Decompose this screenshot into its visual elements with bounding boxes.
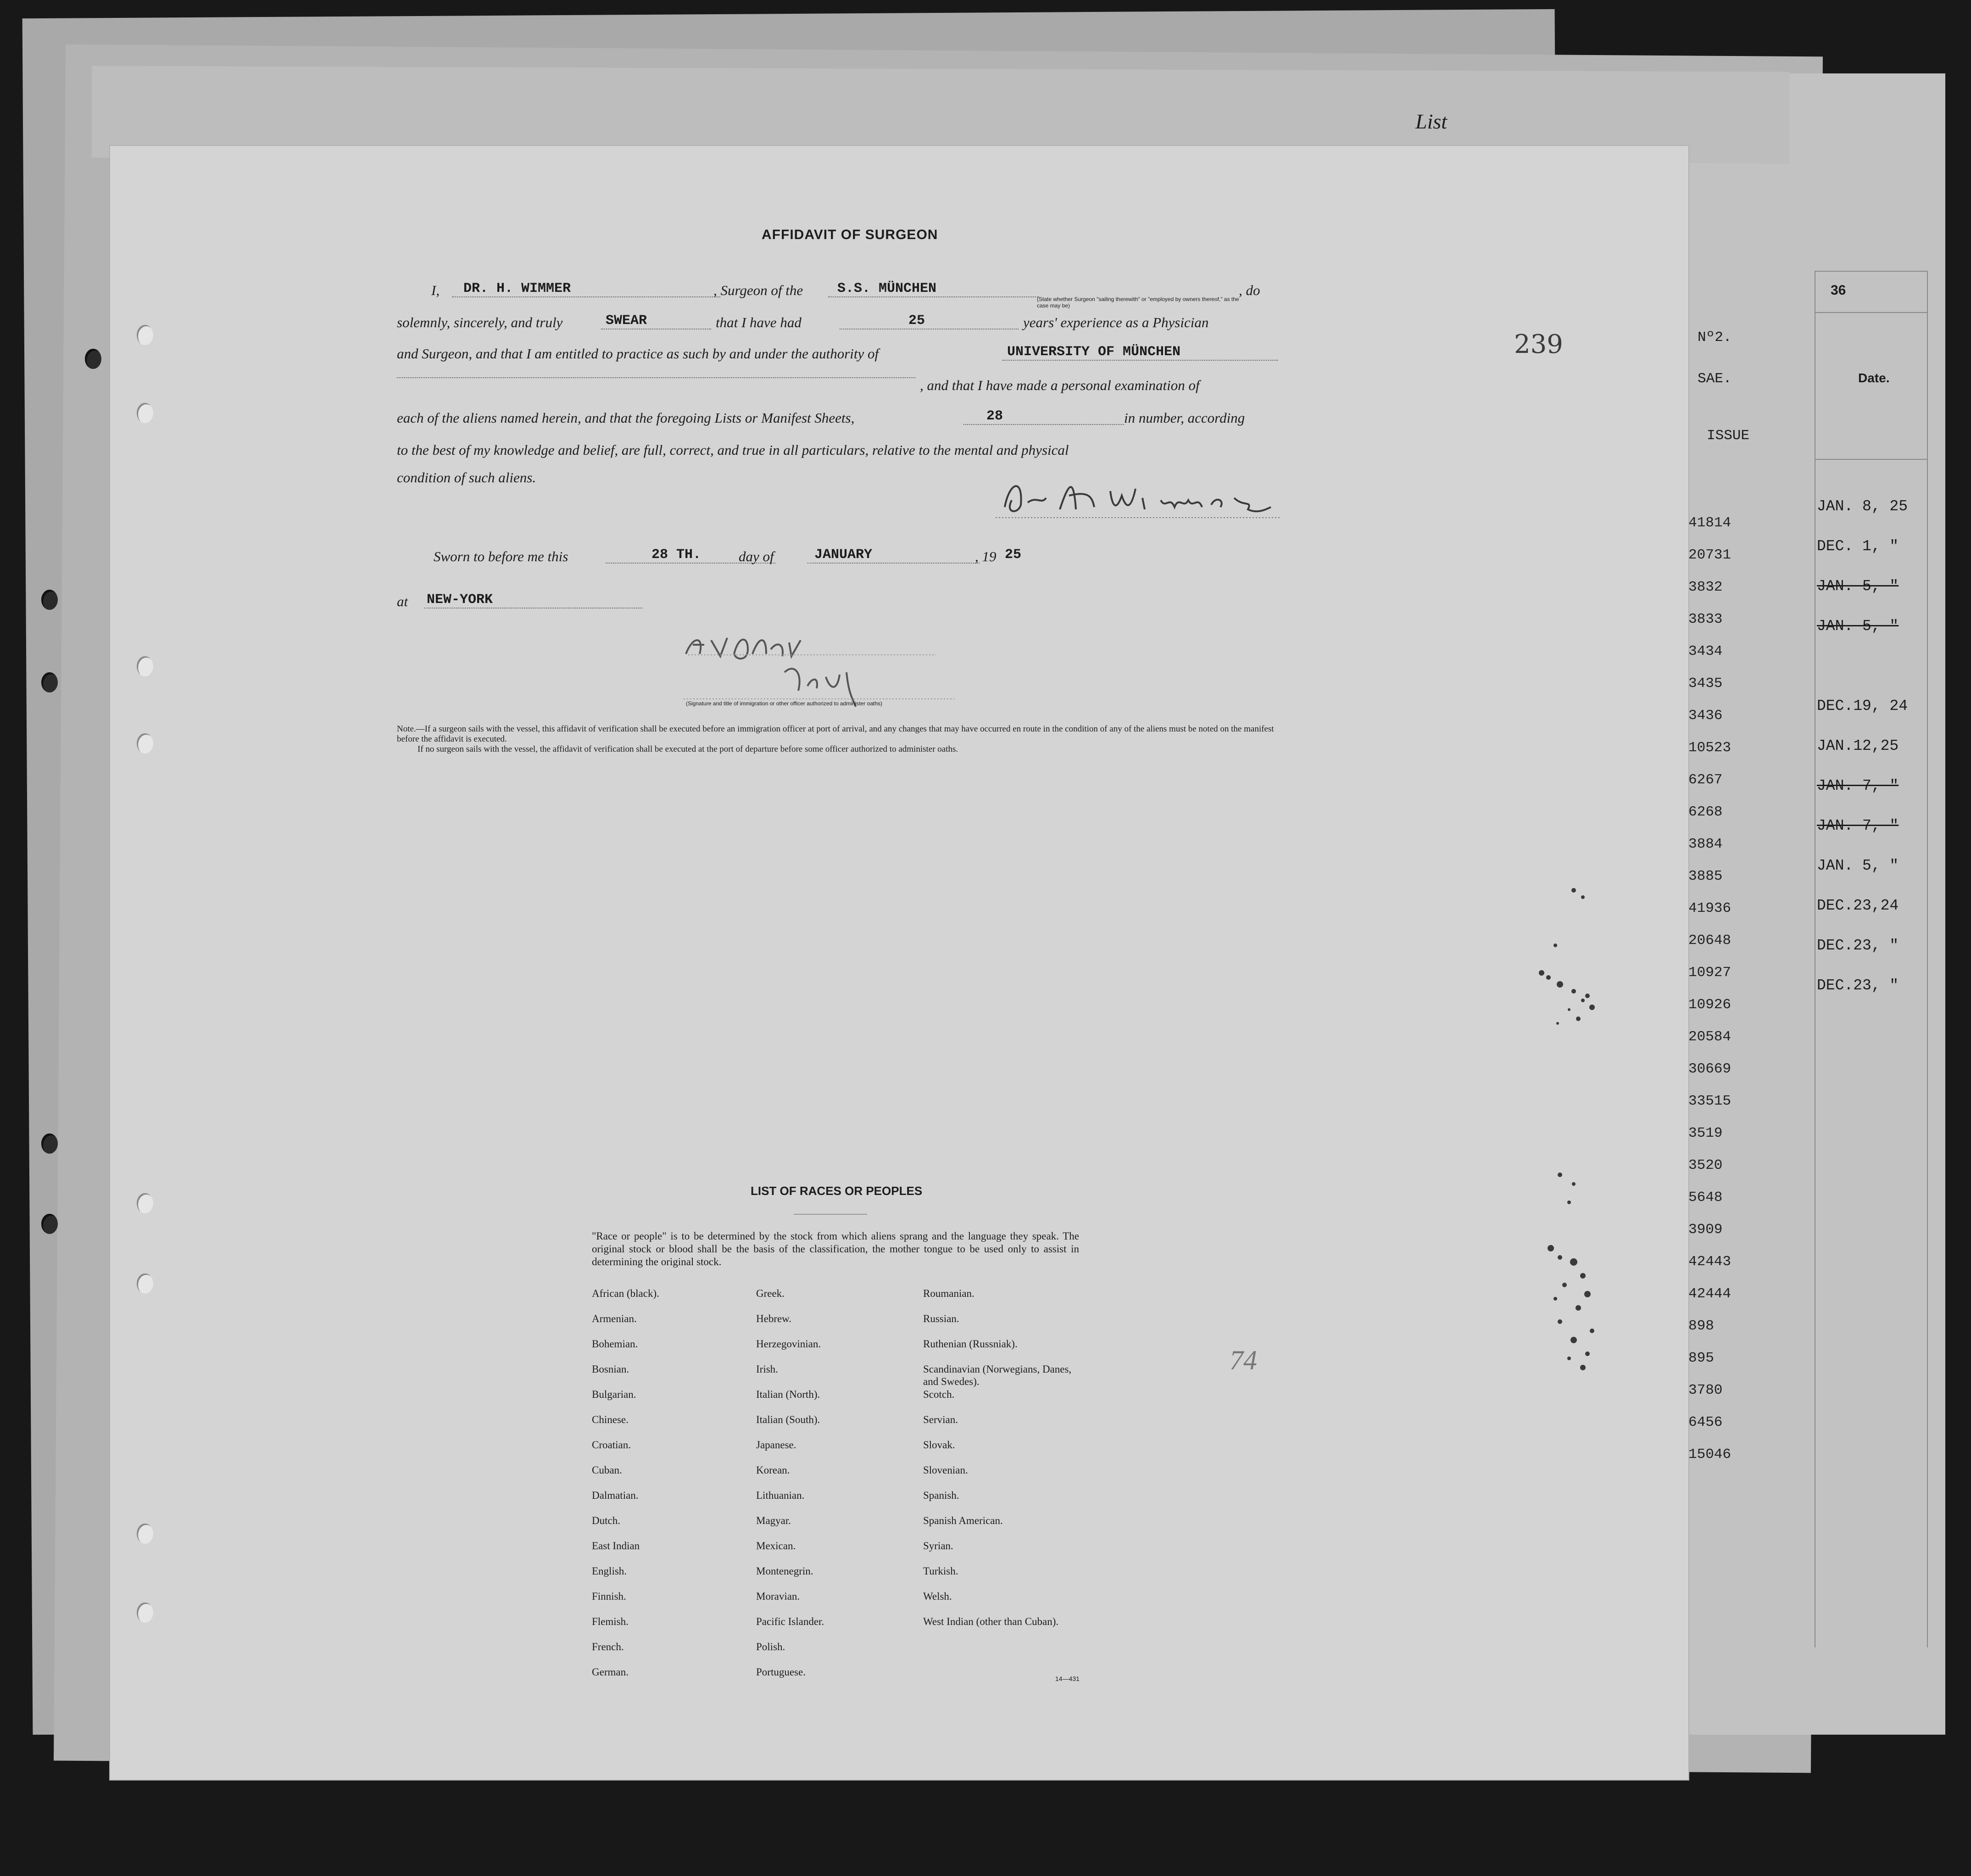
- races-title: LIST OF RACES OR PEOPLES: [751, 1184, 923, 1198]
- issue-date: DEC.23,24: [1817, 897, 1899, 914]
- passport-fragment: 3436: [1688, 708, 1723, 724]
- race-item: East Indian: [592, 1540, 640, 1552]
- race-item: Armenian.: [592, 1313, 637, 1324]
- races-intro: "Race or people" is to be determined by the stock from which aliens sprang and the language they speak. The original stock or blood shall be the basis of the classification, the mother tongue to be used only to assist in determining the original stock.: [592, 1230, 1079, 1267]
- fragment-header: SAE.: [1698, 371, 1732, 387]
- note-paragraph: Note.—If a surgeon sails with the vessel, this affidavit of verification shall be executed before an immigration officer at port of arrival, and any changes that may have occurred en route in the condition of any of the aliens must be noted on the manifest before the affidavit is executed.: [397, 724, 1274, 744]
- surgeon-signature: [996, 463, 1280, 523]
- affidavit-title: AFFIDAVIT OF SURGEON: [762, 227, 938, 242]
- issue-date: DEC. 1, ": [1817, 538, 1899, 555]
- issue-date: DEC.23, ": [1817, 977, 1899, 994]
- punch-hole: [137, 1273, 153, 1294]
- passport-fragment: 3780: [1688, 1382, 1723, 1398]
- race-item: Spanish.: [923, 1490, 959, 1501]
- affidavit-text: day of: [739, 548, 774, 564]
- passport-fragment: 3833: [1688, 611, 1723, 627]
- affidavit-text: in number, according: [1124, 410, 1245, 426]
- race-item: Slovenian.: [923, 1464, 968, 1476]
- passport-fragment: 15046: [1688, 1446, 1732, 1463]
- race-item: Herzegovinian.: [756, 1338, 821, 1350]
- race-item: Spanish American.: [923, 1515, 1003, 1526]
- race-item: Dalmatian.: [592, 1490, 639, 1501]
- punch-hole: [85, 349, 101, 369]
- affidavit-text: , 19: [975, 548, 997, 564]
- page-stamp: 239: [1514, 329, 1563, 359]
- race-item: Finnish.: [592, 1591, 626, 1602]
- race-item: Portuguese.: [756, 1666, 806, 1678]
- oath-type: SWEAR: [601, 313, 711, 329]
- passport-number-fragments: [1688, 507, 1731, 1471]
- passport-fragment: 42444: [1688, 1286, 1732, 1302]
- passport-fragment: 30669: [1688, 1061, 1732, 1077]
- races-column: [592, 1287, 739, 1691]
- passport-fragment: 898: [1688, 1318, 1714, 1334]
- punch-hole: [41, 590, 58, 610]
- passport-fragment: 3435: [1688, 676, 1723, 692]
- passport-fragment: 41814: [1688, 515, 1732, 531]
- vessel-note: (State whether Surgeon "sailing therewith" or "employed by owners thereof," as the case may be): [1037, 296, 1239, 309]
- issue-date: DEC.23, ": [1817, 937, 1899, 954]
- passport-fragment: 3434: [1688, 643, 1723, 659]
- sworn-month: JANUARY: [807, 547, 980, 564]
- fragment-header: Nº2.: [1698, 329, 1732, 346]
- race-item: Montenegrin.: [756, 1565, 813, 1577]
- race-item: Italian (North).: [756, 1389, 820, 1400]
- authority-continuation: [397, 377, 915, 378]
- race-item: Hebrew.: [756, 1313, 792, 1324]
- list-label: List: [1415, 110, 1448, 133]
- issue-date: [1817, 646, 1908, 686]
- passport-fragment: 6267: [1688, 772, 1723, 788]
- race-item: Bohemian.: [592, 1338, 638, 1350]
- form-number: 14—431: [1055, 1675, 1080, 1682]
- race-item: Bosnian.: [592, 1363, 629, 1375]
- passport-fragment: 3884: [1688, 836, 1723, 852]
- race-item: German.: [592, 1666, 629, 1678]
- issue-date-list: [1817, 486, 1908, 1005]
- races-column: [756, 1287, 903, 1691]
- affidavit-text: , Surgeon of the: [713, 282, 803, 298]
- passport-fragment: 6268: [1688, 804, 1723, 820]
- passport-fragment: 42443: [1688, 1254, 1732, 1270]
- passport-fragment: 5648: [1688, 1189, 1723, 1206]
- ink-stains: [1514, 881, 1638, 1409]
- surgeon-name: DR. H. WIMMER: [452, 281, 720, 297]
- column-rule: [1815, 271, 1927, 272]
- passport-fragment: 41936: [1688, 900, 1732, 916]
- passport-fragment: 3909: [1688, 1222, 1723, 1238]
- race-item: Lithuanian.: [756, 1490, 805, 1501]
- passport-fragment: 33515: [1688, 1093, 1732, 1109]
- column-rule: [1815, 459, 1927, 460]
- authority: UNIVERSITY OF MÜNCHEN: [1002, 344, 1278, 361]
- affidavit-text: condition of such aliens.: [397, 469, 536, 486]
- issue-date: JAN. 5, ": [1817, 857, 1899, 874]
- affidavit-text: years' experience as a Physician: [1023, 314, 1209, 330]
- column-rule: [1927, 271, 1928, 1647]
- passport-fragment: 10926: [1688, 997, 1732, 1013]
- divider: [794, 1214, 867, 1215]
- passport-fragment: 3885: [1688, 868, 1723, 884]
- vessel-name: S.S. MÜNCHEN: [828, 281, 1039, 297]
- issue-date: JAN. 8, 25: [1817, 498, 1908, 515]
- punch-hole: [137, 1193, 153, 1213]
- races-column: [923, 1287, 1079, 1641]
- race-item: Slovak.: [923, 1439, 955, 1451]
- race-item: Welsh.: [923, 1591, 952, 1602]
- race-item: Polish.: [756, 1641, 785, 1653]
- passport-fragment: 3832: [1688, 579, 1723, 595]
- race-item: Scandinavian (Norwegians, Danes, and Swedes).: [923, 1363, 1072, 1387]
- race-item: West Indian (other than Cuban).: [923, 1616, 1059, 1627]
- affidavit-text: each of the aliens named herein, and that the foregoing Lists or Manifest Sheets,: [397, 410, 855, 426]
- race-item: Moravian.: [756, 1591, 800, 1602]
- affidavit-text: that I have had: [716, 314, 802, 330]
- punch-hole: [137, 325, 153, 345]
- race-item: French.: [592, 1641, 624, 1653]
- affidavit-note: [397, 724, 1278, 754]
- race-item: Pacific Islander.: [756, 1616, 824, 1627]
- race-item: African (black).: [592, 1288, 659, 1299]
- affidavit-text: to the best of my knowledge and belief, are full, correct, and true in all particulars, relative to the mental and physical: [397, 442, 1069, 458]
- punch-hole: [137, 403, 153, 423]
- passport-fragment: 10927: [1688, 965, 1732, 981]
- race-item: Ruthenian (Russniak).: [923, 1338, 1018, 1350]
- race-item: Magyar.: [756, 1515, 791, 1526]
- punch-hole: [137, 733, 153, 754]
- passport-fragment: 20731: [1688, 547, 1732, 563]
- race-item: Japanese.: [756, 1439, 796, 1451]
- years-experience: 25: [840, 313, 1019, 329]
- race-item: Chinese.: [592, 1414, 629, 1425]
- punch-hole: [41, 1214, 58, 1234]
- affidavit-text: , and that I have made a personal examination of: [920, 377, 1200, 393]
- race-item: Bulgarian.: [592, 1389, 636, 1400]
- passport-fragment: 895: [1688, 1350, 1714, 1366]
- affidavit-text: and Surgeon, and that I am entitled to practice as such by and under the authority of: [397, 346, 879, 362]
- punch-hole: [41, 1133, 58, 1154]
- race-item: Roumanian.: [923, 1288, 974, 1299]
- race-item: Mexican.: [756, 1540, 796, 1552]
- sworn-year: 25: [1005, 547, 1022, 563]
- fragment-header: ISSUE: [1707, 428, 1750, 444]
- issue-date: JAN.12,25: [1817, 737, 1899, 754]
- race-item: Scotch.: [923, 1389, 955, 1400]
- race-item: Turkish.: [923, 1565, 958, 1577]
- passport-fragment: 6456: [1688, 1414, 1723, 1430]
- issue-date: JAN. 7, ": [1817, 817, 1899, 834]
- race-item: Russian.: [923, 1313, 959, 1324]
- race-item: Croatian.: [592, 1439, 631, 1451]
- date-column-header: Date.: [1858, 371, 1890, 385]
- issue-date: JAN. 7, ": [1817, 777, 1899, 794]
- race-item: Korean.: [756, 1464, 790, 1476]
- column-number: 36: [1831, 283, 1846, 298]
- sheet-count: 28: [963, 408, 1124, 425]
- passport-fragment: 10523: [1688, 740, 1732, 756]
- officer-signature: [679, 622, 973, 714]
- margin-mark: 74: [1230, 1345, 1257, 1375]
- issue-date: JAN. 5, ": [1817, 578, 1899, 595]
- passport-fragment: 3520: [1688, 1157, 1723, 1173]
- sworn-day: 28 TH.: [606, 547, 775, 564]
- passport-fragment: 3519: [1688, 1125, 1723, 1141]
- race-item: Irish.: [756, 1363, 778, 1375]
- race-item: English.: [592, 1565, 627, 1577]
- race-item: Flemish.: [592, 1616, 629, 1627]
- race-item: Servian.: [923, 1414, 958, 1425]
- place: NEW-YORK: [424, 592, 642, 609]
- punch-hole: [41, 672, 58, 692]
- punch-hole: [137, 1602, 153, 1623]
- passport-fragment: 20648: [1688, 932, 1732, 949]
- column-rule: [1815, 312, 1927, 313]
- affidavit-text: solemnly, sincerely, and truly: [397, 314, 563, 330]
- race-item: Cuban.: [592, 1464, 622, 1476]
- issue-date: DEC.19, 24: [1817, 698, 1908, 715]
- affidavit-text: Sworn to before me this: [434, 548, 568, 564]
- affidavit-text: at: [397, 593, 408, 609]
- race-item: Italian (South).: [756, 1414, 820, 1425]
- affidavit-text: , do: [1239, 282, 1260, 298]
- race-item: Dutch.: [592, 1515, 620, 1526]
- officer-caption: (Signature and title of immigration or other officer authorized to administer oaths): [686, 700, 882, 707]
- punch-hole: [137, 1524, 153, 1544]
- note-paragraph: If no surgeon sails with the vessel, the affidavit of verification shall be executed at the port of departure before some officer authorized to administer oaths.: [418, 744, 958, 754]
- passport-fragment: 20584: [1688, 1029, 1732, 1045]
- race-item: Greek.: [756, 1288, 785, 1299]
- issue-date: JAN. 5, ": [1817, 618, 1899, 635]
- punch-hole: [137, 656, 153, 676]
- race-item: Syrian.: [923, 1540, 953, 1552]
- affidavit-text: I,: [431, 282, 440, 298]
